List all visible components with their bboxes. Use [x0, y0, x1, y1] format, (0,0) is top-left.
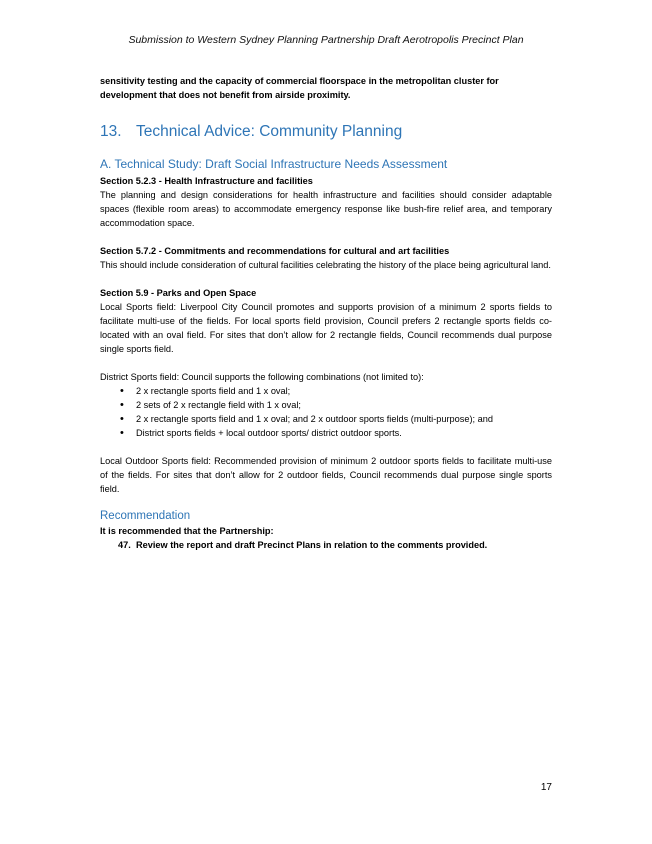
health-body: The planning and design considerations for health infrastructure and facilities should consider adaptable spaces (flexible room areas) to accommodate emergency response like bush-fire relief area, and temporary accommodation space. — [100, 190, 552, 228]
page-number: 17 — [540, 782, 552, 793]
health-heading: Section 5.2.3 - Health Infrastructure and facilities — [100, 176, 313, 186]
list-item: • 2 sets of 2 x rectangle field with 1 x oval; — [120, 398, 552, 412]
page-content — [100, 74, 552, 552]
district-sports-intro: District Sports field: Council supports the following combinations (not limited to): — [100, 372, 424, 382]
district-sports-list — [100, 384, 552, 440]
list-item: • 2 x rectangle sports field and 1 x oval; — [120, 384, 552, 398]
cultural-heading: Section 5.7.2 - Commitments and recommendations for cultural and art facilities — [100, 246, 450, 256]
local-sports-paragraph: Local Sports field: Liverpool City Council promotes and supports provision of a minimum 2 sports fields to facilitate multi-use of the fields. For local sports field provision, Council prefers 2 rectangle sports fields co-located with an oval field. For sites that don’t allow for 2 rectangle fields, Council recommends dual purpose single sports field. — [100, 302, 552, 354]
cultural-body: This should include consideration of cultural facilities celebrating the history of the place being agricultural land. — [100, 260, 551, 270]
list-item: • 2 x rectangle sports field and 1 x oval; and 2 x outdoor sports fields (multi-purpose); and — [120, 412, 552, 426]
local-outdoor-paragraph: Local Outdoor Sports field: Recommended provision of minimum 2 outdoor sports fields to facilitate multi-use of the fields. For sites that don’t allow for 2 outdoor fields, Council recommends dual purpose single sports field. — [100, 456, 552, 494]
intro-paragraph: sensitivity testing and the capacity of commercial floorspace in the metropolitan cluster for development that does not benefit from airside proximity. — [100, 76, 499, 100]
recommendation-lead: It is recommended that the Partnership: — [100, 526, 274, 536]
study-subheading: A. Technical Study: Draft Social Infrastructure Needs Assessment — [100, 157, 448, 171]
recommendation-heading: Recommendation — [100, 510, 191, 522]
section-title: Technical Advice: Community Planning — [136, 123, 403, 140]
recommendation-text: Review the report and draft Precinct Plans in relation to the comments provided. — [136, 540, 488, 550]
recommendation-item — [100, 538, 552, 552]
running-header: Submission to Western Sydney Planning Partnership Draft Aerotropolis Precinct Plan — [128, 34, 524, 46]
section-number: 13. — [100, 123, 122, 140]
recommendation-number: 47. — [118, 540, 131, 550]
list-item: • District sports fields + local outdoor sports/ district outdoor sports. — [120, 426, 552, 440]
parks-heading: Section 5.9 - Parks and Open Space — [100, 288, 257, 298]
section-heading — [100, 122, 552, 142]
